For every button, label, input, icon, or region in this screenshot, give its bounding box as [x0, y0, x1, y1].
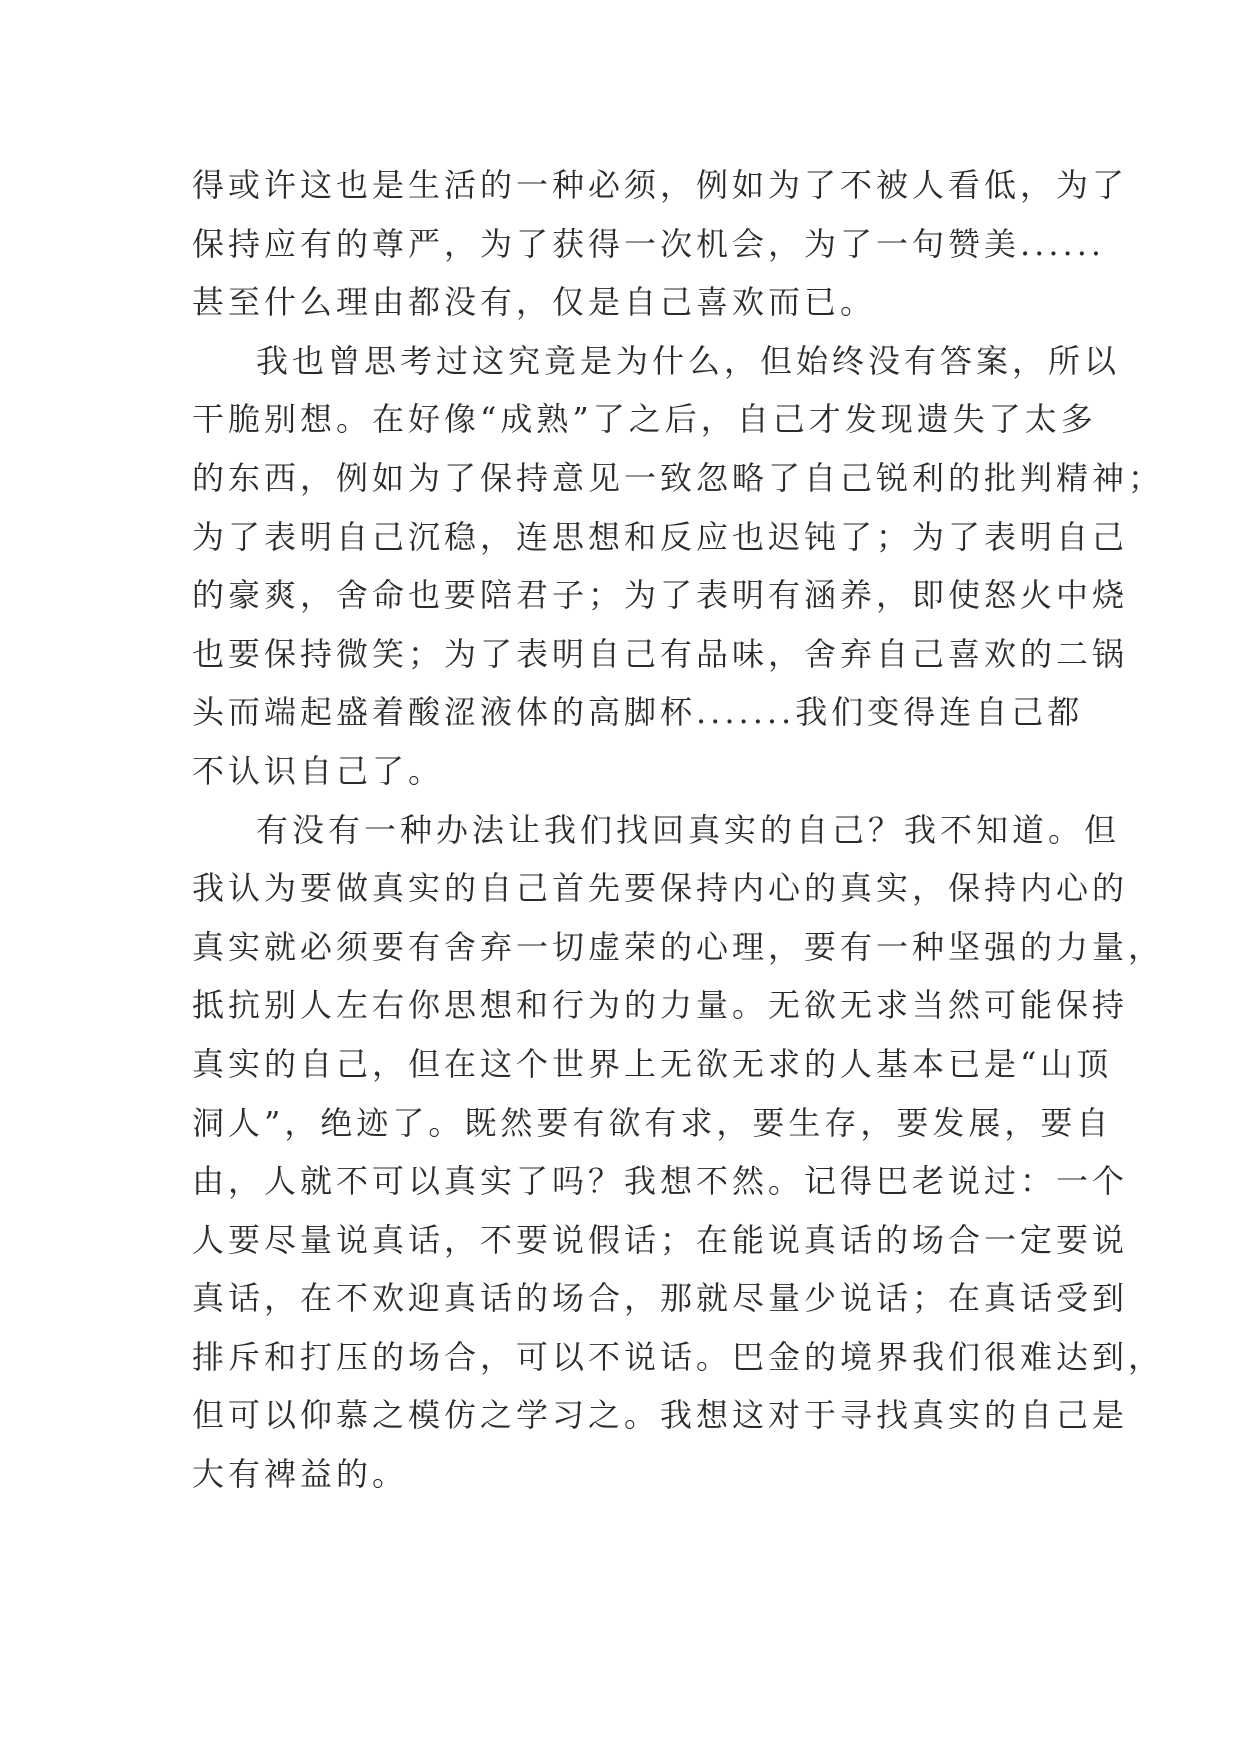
- text-line: 真实的自己，但在这个世界上无欲无求的人基本已是“山顶: [192, 1044, 1113, 1083]
- text-line: 保持应有的尊严，为了获得一次机会，为了一句赞美......: [192, 224, 1106, 263]
- text-line: 真实就必须要有舍弃一切虚荣的心理，要有一种坚强的力量，: [192, 927, 1165, 966]
- paragraph-3: [192, 801, 1165, 1504]
- text-line: 抵抗别人左右你思想和行为的力量。无欲无求当然可能保持: [192, 986, 1129, 1025]
- text-line: 真话，在不欢迎真话的场合，那就尽量少说话；在真话受到: [192, 1279, 1129, 1318]
- text-line: 也要保持微笑；为了表明自己有品味，舍弃自己喜欢的二锅: [192, 634, 1129, 673]
- text-line: 干脆别想。在好像“成熟”了之后，自己才发现遗失了太多: [192, 400, 1097, 439]
- text-line: 排斥和打压的场合，可以不说话。巴金的境界我们很难达到，: [192, 1337, 1165, 1376]
- paragraph-1: [192, 156, 1129, 332]
- text-line: 有没有一种办法让我们找回真实的自己？我不知道。但: [256, 810, 1121, 849]
- text-line: 人要尽量说真话，不要说假话；在能说真话的场合一定要说: [192, 1220, 1129, 1259]
- text-line: 但可以仰慕之模仿之学习之。我想这对于寻找真实的自己是: [192, 1396, 1129, 1435]
- body-text: [192, 156, 1165, 1504]
- text-line: 甚至什么理由都没有，仅是自己喜欢而已。: [192, 283, 877, 322]
- text-line: 大有裨益的。: [192, 1455, 409, 1494]
- text-line: 我认为要做真实的自己首先要保持内心的真实，保持内心的: [192, 869, 1129, 908]
- text-line: 为了表明自己沉稳，连思想和反应也迟钝了；为了表明自己: [192, 517, 1129, 556]
- text-line: 我也曾思考过这究竟是为什么，但始终没有答案，所以: [256, 341, 1121, 380]
- text-line: 不认识自己了。: [192, 751, 445, 790]
- paragraph-2: [192, 332, 1165, 801]
- text-line: 头而端起盛着酸涩液体的高脚杯.......我们变得连自己都: [192, 693, 1084, 732]
- text-line: 的豪爽，舍命也要陪君子；为了表明有涵养，即使怒火中烧: [192, 576, 1129, 615]
- text-line: 的东西，例如为了保持意见一致忽略了自己锐利的批判精神；: [192, 458, 1165, 497]
- text-line: 由，人就不可以真实了吗？我想不然。记得巴老说过：一个: [192, 1162, 1129, 1201]
- text-line: 得或许这也是生活的一种必须，例如为了不被人看低，为了: [192, 166, 1129, 204]
- text-line: 洞人”，绝迹了。既然要有欲有求，要生存，要发展，要自: [192, 1103, 1113, 1142]
